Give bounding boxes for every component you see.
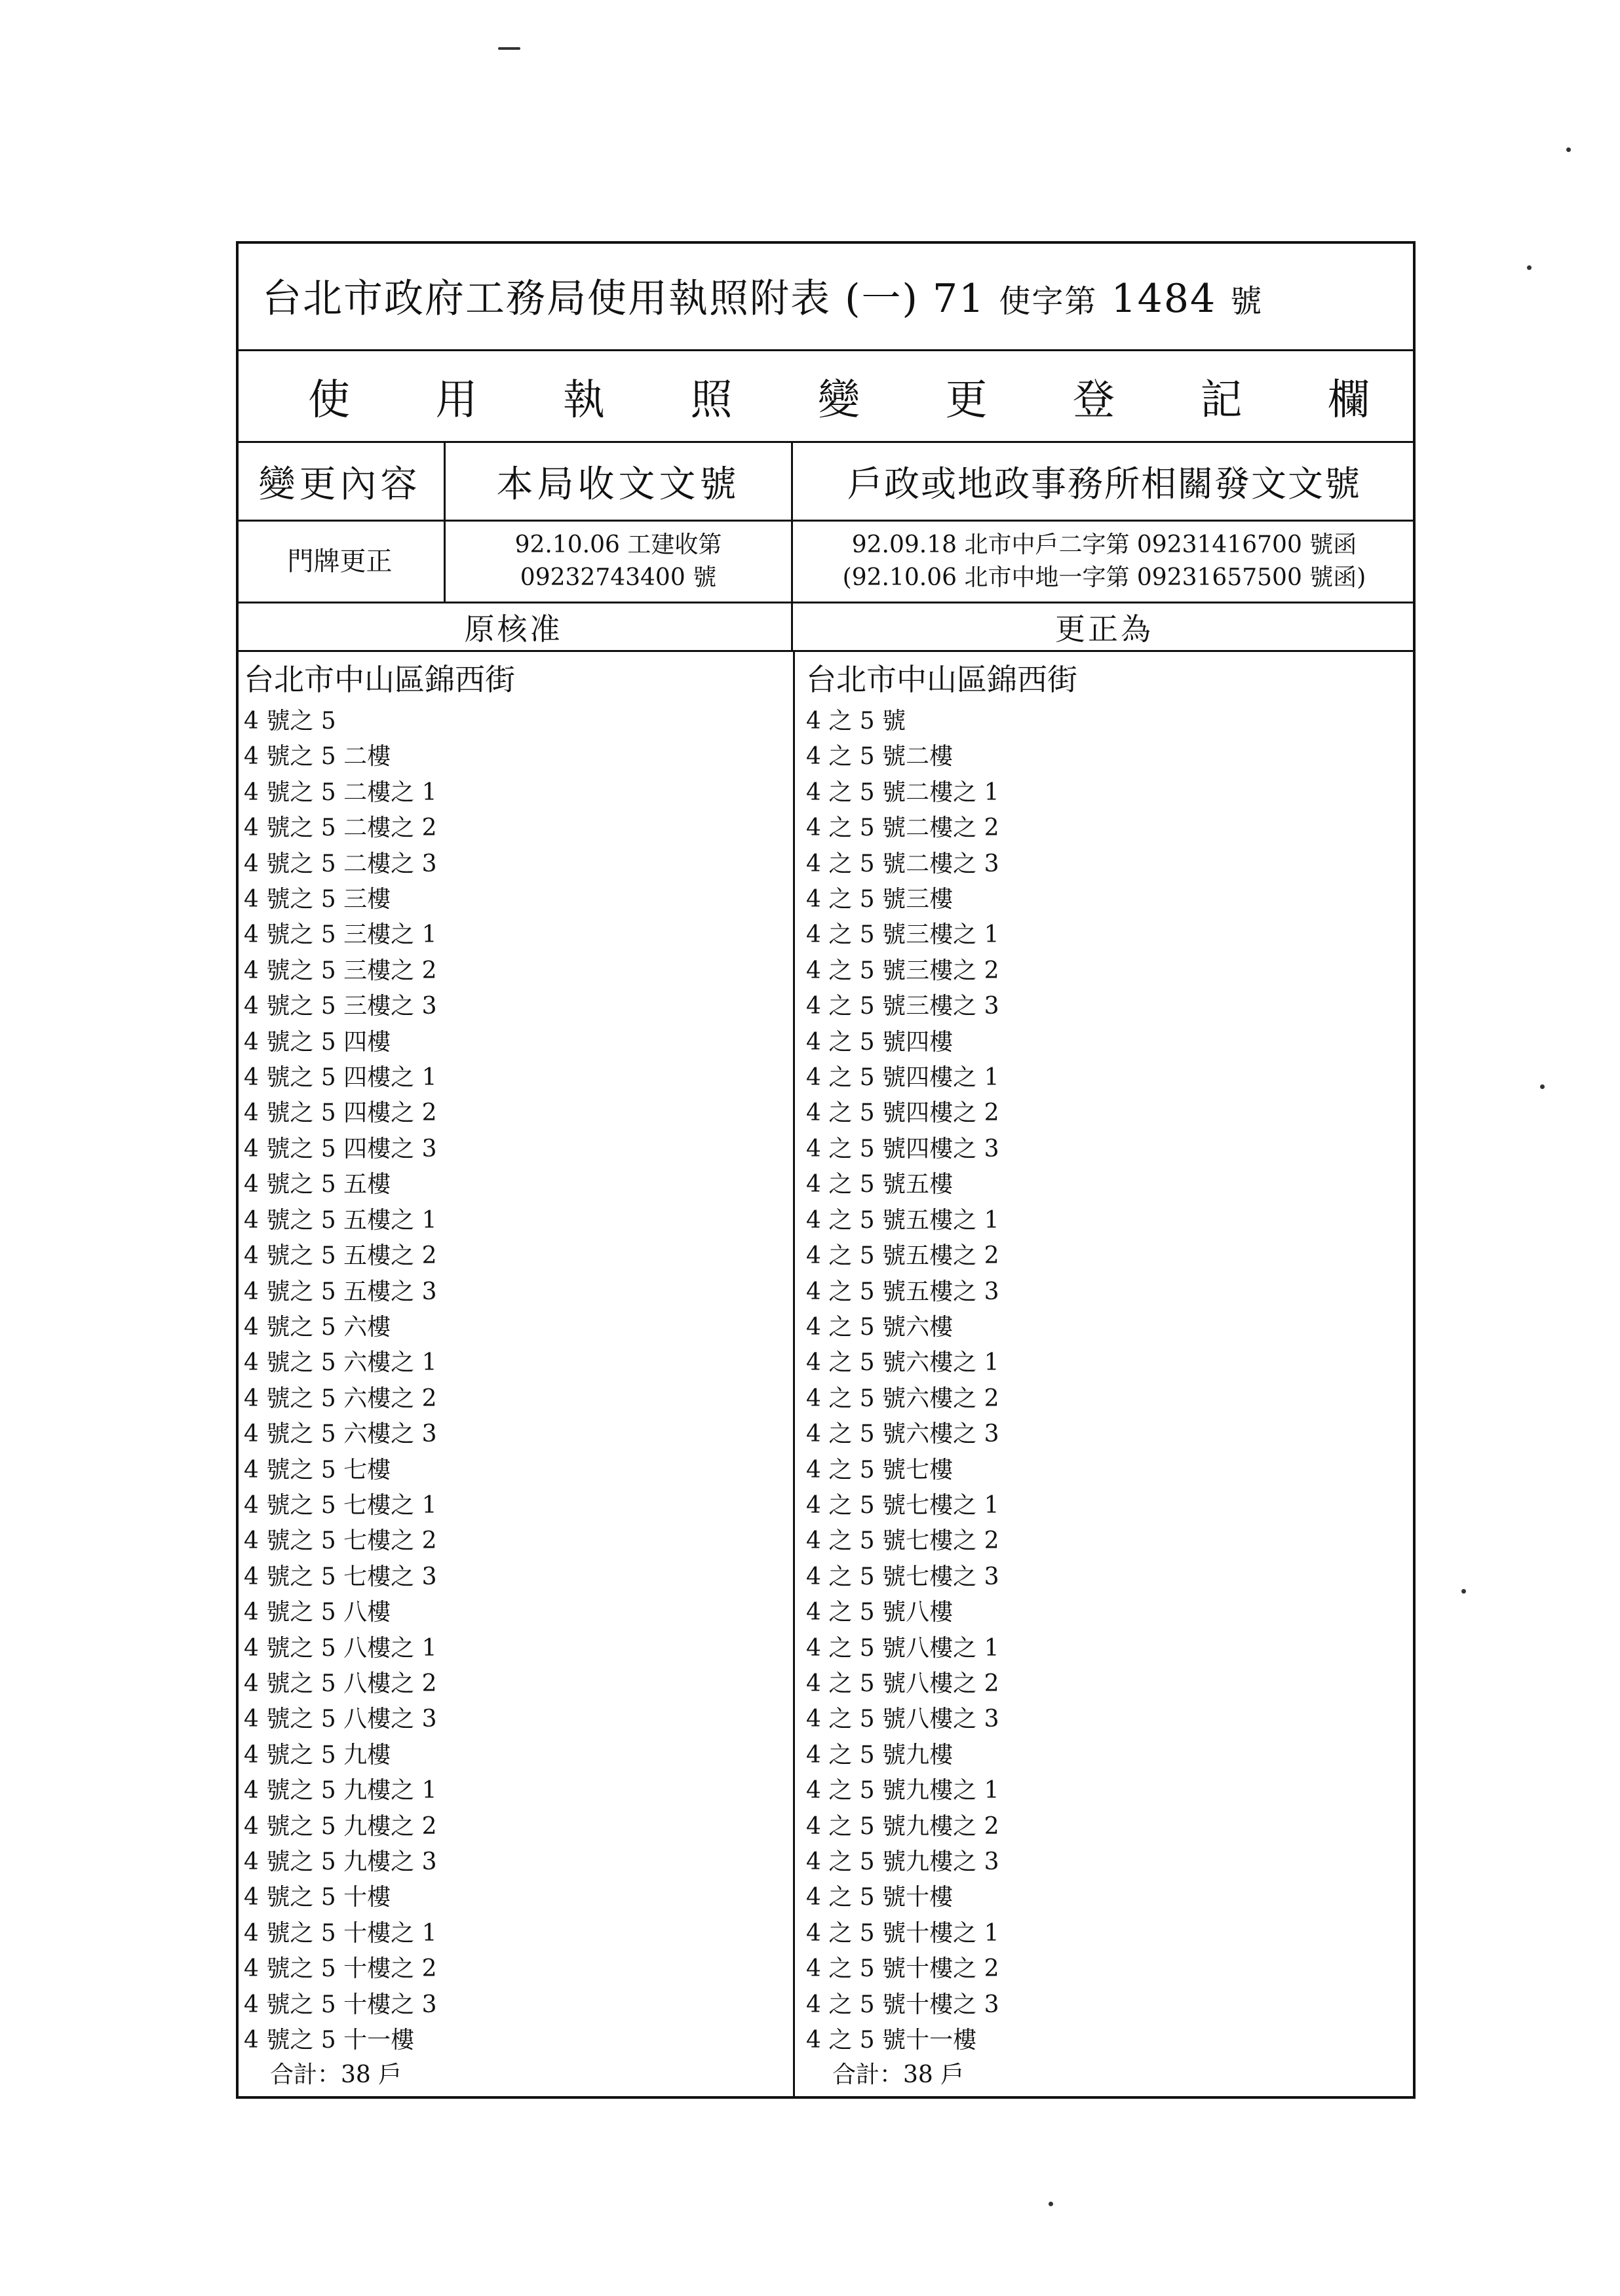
original-address-item: 4 號之 5	[244, 708, 336, 735]
original-address-item: 4 號之 5 五樓之 1	[244, 1206, 437, 1234]
original-header-label: 原核准	[464, 611, 563, 647]
corrected-address-item: 4 之 5 號十樓	[806, 1884, 954, 1911]
corrected-address-item: 4 之 5 號九樓之 3	[806, 1848, 999, 1875]
corrected-address-list	[806, 660, 1409, 2092]
original-address-item: 4 號之 5 九樓之 3	[244, 1848, 437, 1875]
original-address-item: 4 號之 5 十一樓	[244, 2027, 415, 2054]
document-title	[236, 267, 1263, 324]
corrected-address-item: 4 之 5 號四樓之 2	[806, 1100, 999, 1127]
corrected-address-item: 4 之 5 號三樓之 1	[806, 921, 999, 949]
original-address-item: 4 號之 5 六樓之 1	[244, 1349, 437, 1377]
corrected-address-item: 4 之 5 號九樓之 2	[806, 1812, 999, 1840]
original-address-item: 4 號之 5 八樓之 3	[244, 1706, 437, 1733]
header-label: 戶政或地政事務所相關發文文號	[847, 463, 1361, 505]
header-row	[236, 443, 1416, 522]
original-address-item: 4 號之 5 三樓之 2	[244, 957, 437, 984]
bureau-doc-cell	[446, 522, 793, 602]
corrected-address-item: 4 之 5 號四樓之 1	[806, 1064, 999, 1092]
original-address-item: 4 號之 5 二樓	[244, 743, 391, 771]
corrected-address-item: 4 之 5 號八樓之 3	[806, 1706, 999, 1733]
banner-char: 執	[563, 375, 605, 425]
original-address-item: 4 號之 5 八樓之 2	[244, 1670, 437, 1697]
scan-speck	[1527, 265, 1532, 270]
corrected-address-item: 4 之 5 號八樓之 2	[806, 1670, 999, 1697]
original-address-item: 4 號之 5 九樓之 2	[244, 1812, 437, 1840]
original-address-item: 4 號之 5 四樓	[244, 1028, 391, 1056]
banner-char: 用	[435, 375, 478, 425]
title-mid: 使字第	[999, 282, 1098, 320]
corrected-header	[793, 603, 1416, 650]
scan-speck	[1540, 1084, 1545, 1089]
banner-char: 使	[308, 375, 350, 425]
corrected-address-item: 4 之 5 號七樓	[806, 1456, 954, 1483]
corrected-address-item: 4 之 5 號六樓之 1	[806, 1349, 999, 1377]
corrected-address-item: 4 之 5 號六樓之 2	[806, 1385, 999, 1412]
original-address-item: 4 號之 5 六樓之 3	[244, 1421, 437, 1448]
banner-char: 記	[1200, 375, 1243, 425]
original-address-list	[244, 660, 788, 2092]
banner-char: 欄	[1328, 375, 1370, 425]
permit-attachment-table	[236, 241, 1416, 2099]
original-address-item: 4 號之 5 二樓之 2	[244, 814, 437, 842]
scan-speck	[498, 47, 520, 50]
original-address-item: 4 號之 5 七樓之 2	[244, 1527, 437, 1555]
original-address-item: 4 號之 5 三樓之 1	[244, 921, 437, 949]
corrected-address-item: 4 之 5 號十一樓	[806, 2027, 977, 2054]
title-suffix: 號	[1230, 282, 1263, 320]
corrected-address-item: 4 之 5 號四樓	[806, 1028, 954, 1056]
title-row	[236, 241, 1416, 351]
bureau-doc-line2: 09232743400 號	[520, 564, 717, 591]
column-header-row	[236, 603, 1416, 652]
original-address-item: 4 號之 5 九樓	[244, 1741, 391, 1769]
original-address-item: 4 號之 5 二樓之 3	[244, 850, 437, 877]
corrected-address-item: 4 之 5 號三樓	[806, 886, 954, 913]
header-label: 變更內容	[258, 463, 421, 506]
original-address-item: 4 號之 5 二樓之 1	[244, 778, 437, 806]
original-address-item: 4 號之 5 四樓之 2	[244, 1100, 437, 1127]
original-total: 合計：38 戶	[270, 2061, 402, 2089]
original-address-item: 4 號之 5 三樓之 3	[244, 993, 437, 1020]
corrected-address-item: 4 之 5 號八樓之 1	[806, 1634, 999, 1662]
original-address-item: 4 號之 5 六樓之 2	[244, 1385, 437, 1412]
original-address-item: 4 號之 5 十樓之 1	[244, 1919, 437, 1947]
corrected-address-item: 4 之 5 號五樓之 1	[806, 1206, 999, 1234]
corrected-items	[806, 704, 1409, 2058]
banner-char: 更	[945, 375, 988, 425]
corrected-address-item: 4 之 5 號二樓之 2	[806, 814, 999, 842]
corrected-address-item: 4 之 5 號二樓之 3	[806, 850, 999, 877]
original-address-item: 4 號之 5 七樓之 1	[244, 1491, 437, 1519]
title-prefix: 台北市政府工務局使用執照附表 (一)	[262, 275, 919, 322]
original-address-item: 4 號之 5 十樓	[244, 1884, 391, 1911]
corrected-total: 合計：38 戶	[832, 2061, 965, 2089]
original-items	[244, 704, 788, 2058]
scan-speck	[1566, 147, 1571, 152]
original-address-item: 4 號之 5 八樓之 1	[244, 1634, 437, 1662]
corrected-address-item: 4 之 5 號七樓之 2	[806, 1527, 999, 1555]
original-address-item: 4 號之 5 四樓之 3	[244, 1135, 437, 1162]
title-number: 71	[932, 275, 986, 322]
corrected-address-item: 4 之 5 號	[806, 708, 906, 735]
original-address-item: 4 號之 5 七樓之 3	[244, 1563, 437, 1590]
corrected-address-item: 4 之 5 號十樓之 2	[806, 1955, 999, 1983]
banner-char: 變	[818, 375, 860, 425]
corrected-address-item: 4 之 5 號二樓之 1	[806, 778, 999, 806]
corrected-address-item: 4 之 5 號九樓	[806, 1741, 954, 1769]
scan-speck	[1049, 2202, 1053, 2206]
corrected-header-label: 更正為	[1055, 611, 1153, 647]
office-doc-line1: 92.09.18 北市中戶二字第 09231416700 號函	[851, 531, 1357, 558]
original-address-item: 4 號之 5 五樓之 2	[244, 1242, 437, 1270]
change-type: 門牌更正	[287, 546, 393, 577]
corrected-address-item: 4 之 5 號五樓之 3	[806, 1278, 999, 1305]
corrected-address-item: 4 之 5 號九樓之 1	[806, 1777, 999, 1805]
corrected-address-item: 4 之 5 號四樓之 3	[806, 1135, 999, 1162]
original-address-item: 4 號之 5 五樓之 3	[244, 1278, 437, 1305]
corrected-address-item: 4 之 5 號十樓之 1	[806, 1919, 999, 1947]
original-address-item: 4 號之 5 七樓	[244, 1456, 391, 1483]
change-type-cell	[236, 522, 446, 602]
corrected-address-item: 4 之 5 號十樓之 3	[806, 1991, 999, 2018]
original-address-item: 4 號之 5 三樓	[244, 886, 391, 913]
original-address-item: 4 號之 5 十樓之 2	[244, 1955, 437, 1983]
scan-speck	[1461, 1589, 1466, 1594]
header-change-content	[236, 443, 446, 520]
corrected-address-item: 4 之 5 號八樓	[806, 1599, 954, 1626]
header-office-doc-no	[793, 443, 1416, 520]
corrected-address-item: 4 之 5 號七樓之 3	[806, 1563, 999, 1590]
corrected-address-item: 4 之 5 號五樓之 2	[806, 1242, 999, 1270]
office-doc-cell	[793, 522, 1416, 602]
original-address-item: 4 號之 5 六樓	[244, 1313, 391, 1341]
original-address-item: 4 號之 5 四樓之 1	[244, 1064, 437, 1092]
original-address-item: 4 號之 5 八樓	[244, 1599, 391, 1626]
original-address-item: 4 號之 5 九樓之 1	[244, 1777, 437, 1805]
corrected-address-item: 4 之 5 號六樓之 3	[806, 1421, 999, 1448]
corrected-address-item: 4 之 5 號六樓	[806, 1313, 954, 1341]
office-doc-line2: (92.10.06 北市中地一字第 09231657500 號函)	[842, 564, 1366, 591]
info-row	[236, 522, 1416, 603]
header-label: 本局收文文號	[496, 463, 741, 506]
original-street: 台北市中山區錦西街	[244, 662, 515, 697]
banner-char: 登	[1073, 375, 1115, 425]
original-address-item: 4 號之 5 五樓	[244, 1171, 391, 1198]
corrected-address-item: 4 之 5 號二樓	[806, 743, 954, 771]
original-address-item: 4 號之 5 十樓之 3	[244, 1991, 437, 2018]
column-divider	[793, 652, 795, 2099]
bureau-doc-line1: 92.10.06 工建收第	[514, 531, 722, 558]
corrected-address-item: 4 之 5 號三樓之 2	[806, 957, 999, 984]
banner-row	[236, 351, 1416, 443]
permit-number: 1484	[1111, 275, 1217, 322]
corrected-address-item: 4 之 5 號三樓之 3	[806, 993, 999, 1020]
corrected-street: 台北市中山區錦西街	[806, 662, 1077, 697]
corrected-address-item: 4 之 5 號七樓之 1	[806, 1491, 999, 1519]
header-bureau-doc-no	[446, 443, 793, 520]
original-header	[236, 603, 793, 650]
banner-char: 照	[690, 375, 733, 425]
corrected-address-item: 4 之 5 號五樓	[806, 1171, 954, 1198]
